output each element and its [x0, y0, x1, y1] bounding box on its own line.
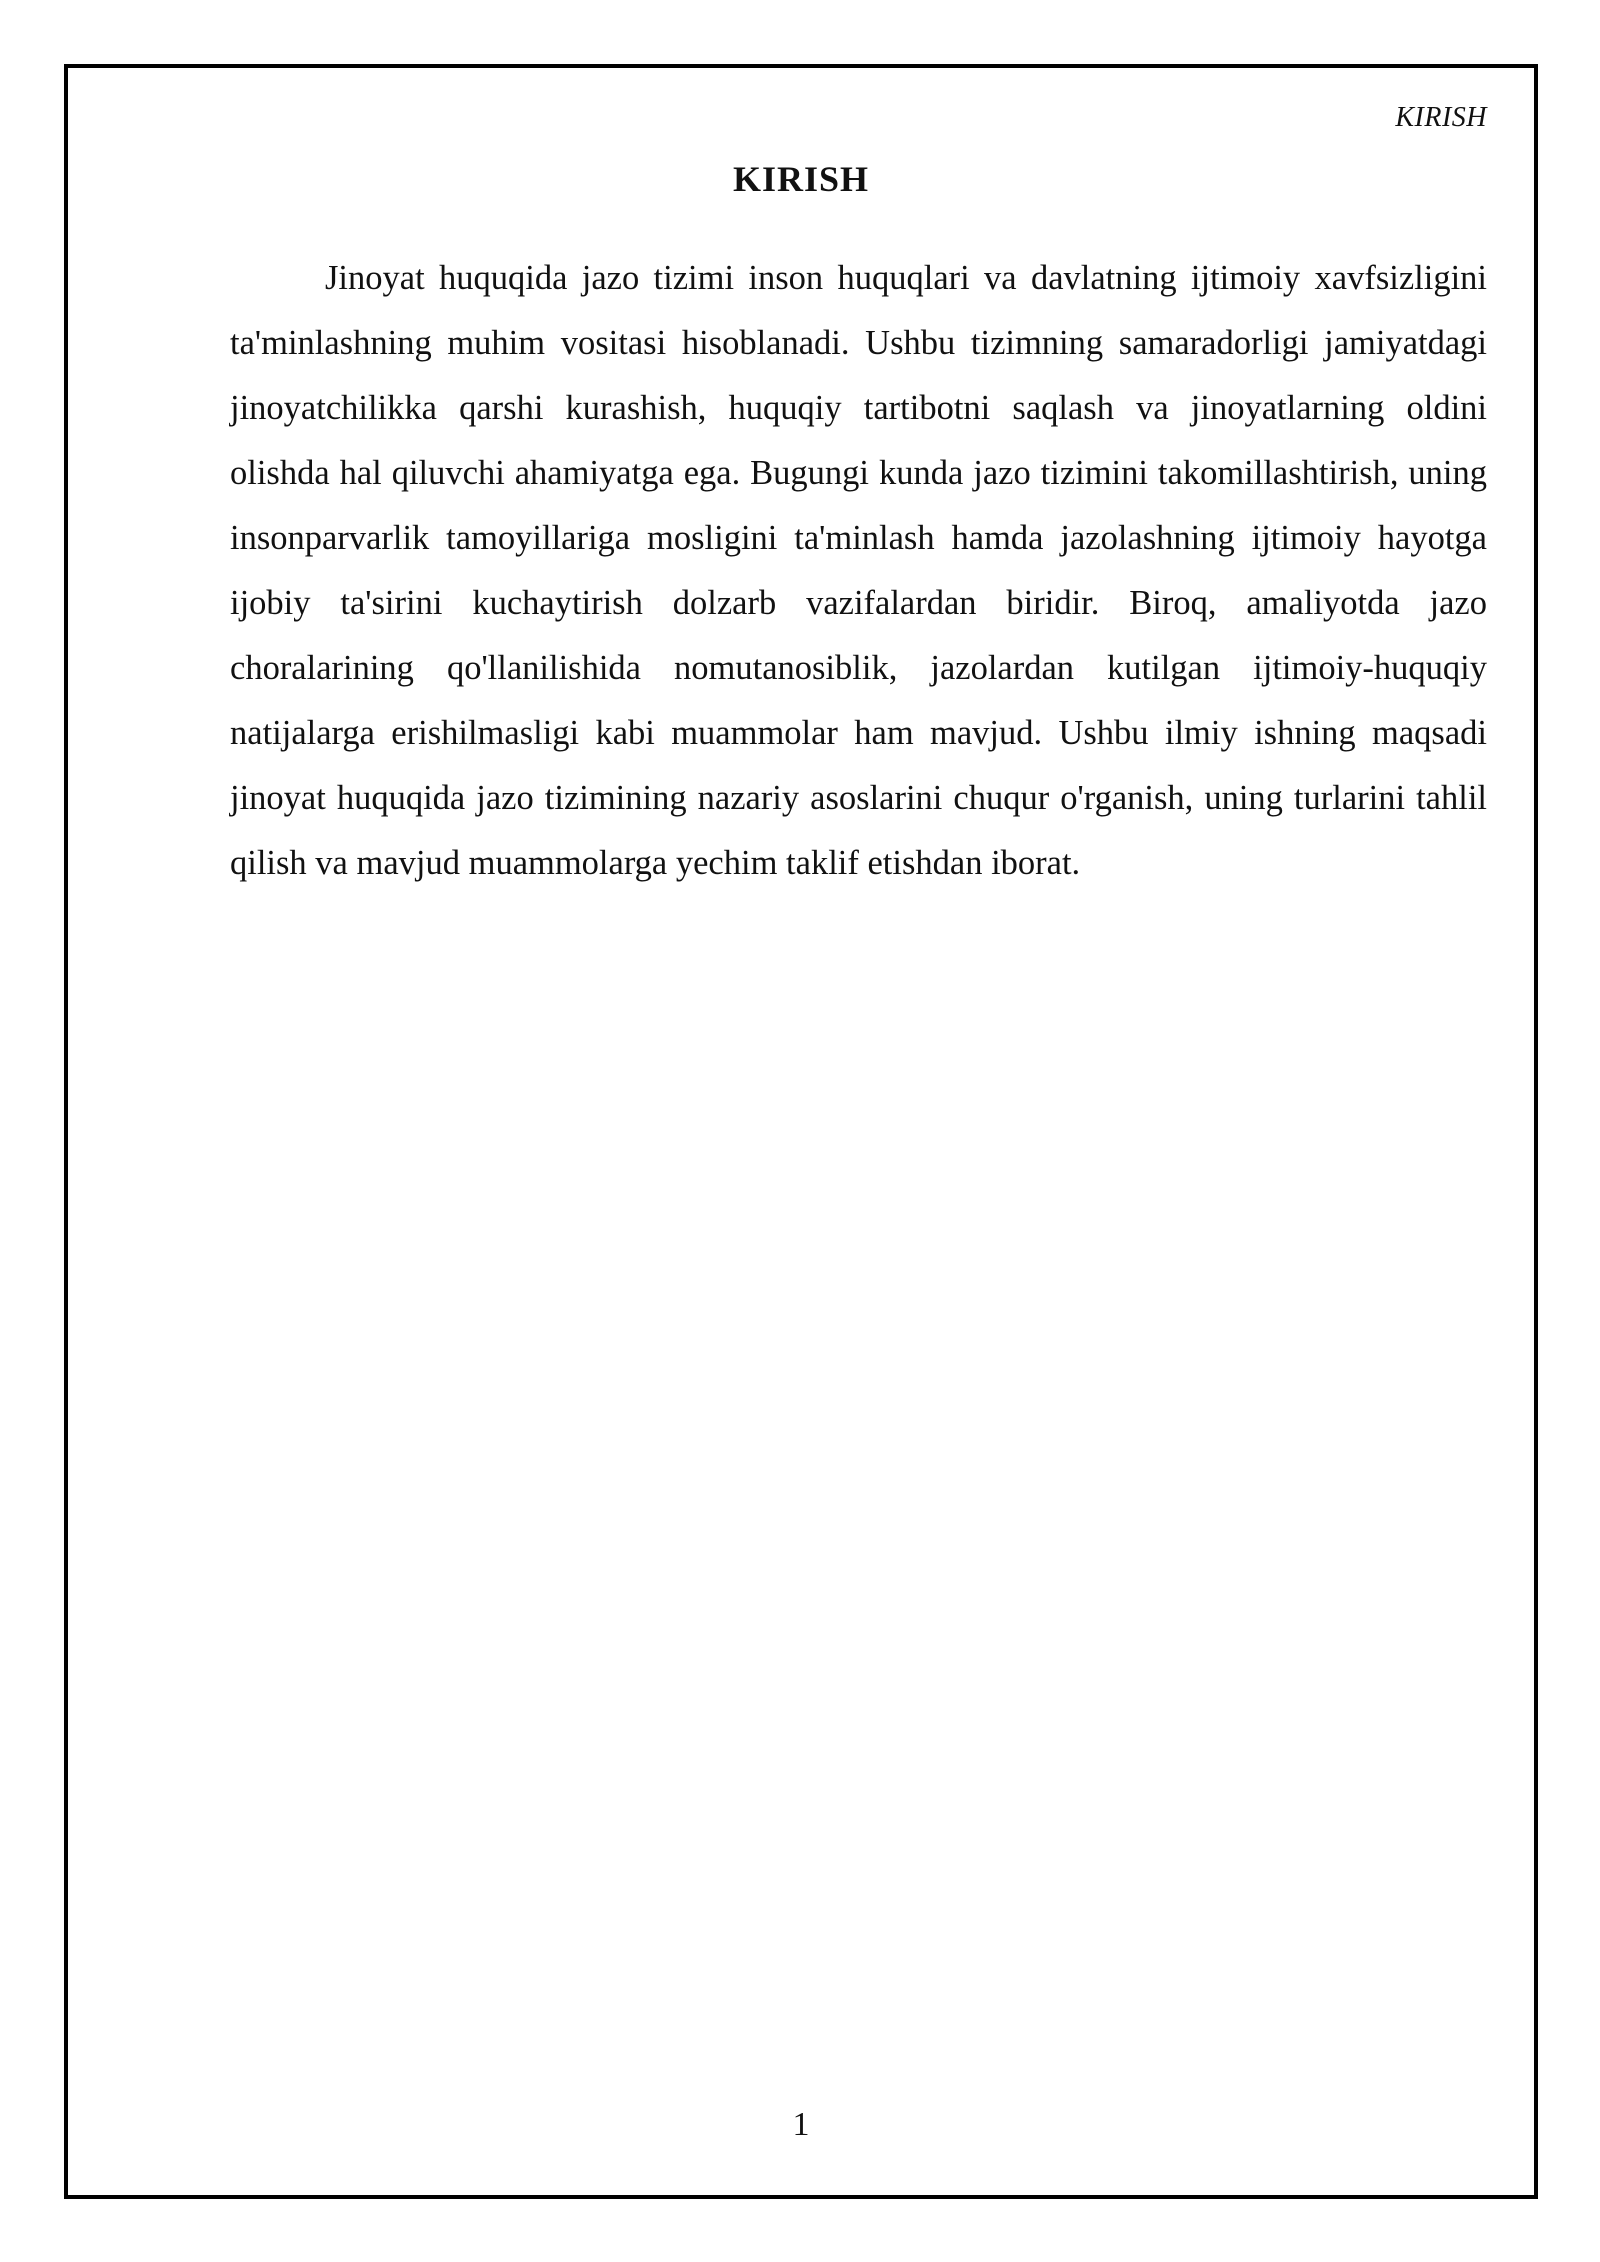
section-title: KIRISH [732, 159, 870, 199]
running-header: KIRISH [1395, 102, 1487, 133]
body-paragraph: Jinoyat huquqida jazo tizimi inson huquqlari va davlatning ijtimoiy xavfsizligini ta'minlashning muhim vositasi hisoblanadi. Ushbu tizimning samaradorligi jamiyatdagi jinoyatchilikka qarshi kurashish, huquqiy tartibotni saqlash va jinoyatlarning oldini olishda hal qiluvchi ahamiyatga ega. Bugungi kunda jazo tizimini takomillashtirish, uning insonparvarlik tamoyillariga mosligini ta'minlash hamda jazolashning ijtimoiy hayotga ijobiy ta'sirini kuchaytirish dolzarb vazifalardan biridir. Biroq, amaliyotda jazo choralarining qo'llanilishida nomutanosiblik, jazolardan kutilgan ijtimoiy-huquqiy natijalarga erishilmasligi kabi muammolar ham mavjud. Ushbu ilmiy ishning maqsadi jinoyat huquqida jazo tizimining nazariy asoslarini chuqur o'rganish, uning turlarini tahlil qilish va mavjud muammolarga yechim taklif etishdan iborat. [230, 259, 1487, 882]
page-number: 1 [792, 2106, 810, 2143]
page-frame [64, 64, 1538, 2199]
